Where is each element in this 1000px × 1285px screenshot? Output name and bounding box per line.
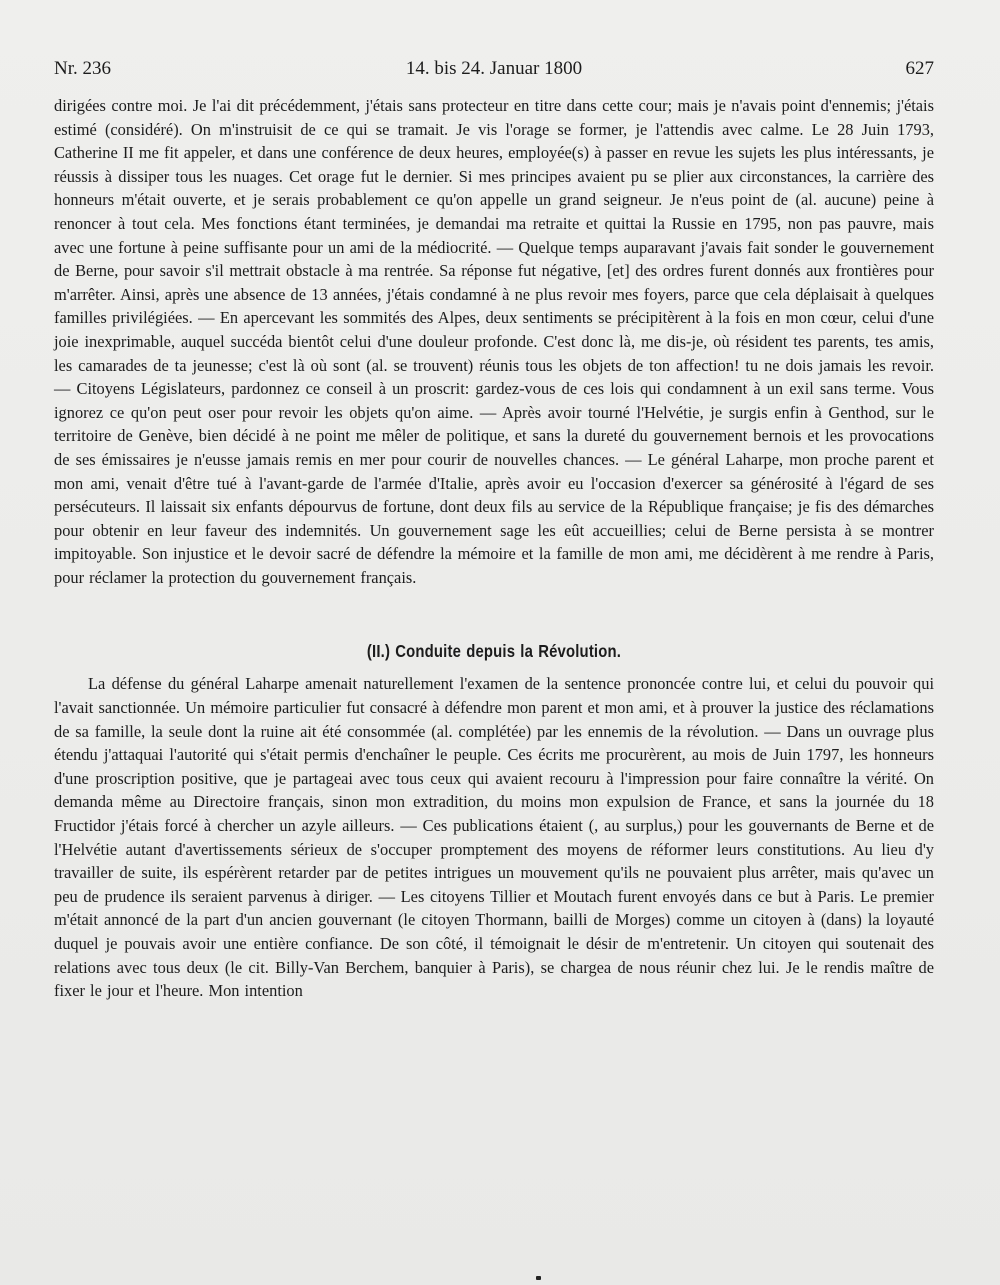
scan-mark: [536, 1276, 541, 1280]
header-date-range: 14. bis 24. Januar 1800: [405, 58, 583, 79]
header-page-number: 627: [905, 58, 934, 79]
header-document-number: Nr. 236: [54, 58, 111, 79]
running-head: [54, 58, 934, 86]
document-body: [54, 94, 934, 1003]
section-heading: (II.) Conduite depuis la Révolution.: [366, 641, 622, 662]
body-paragraph-1: dirigées contre moi. Je l'ai dit précédemment, j'étais sans protecteur en titre dans cette cour; mais je n'avais point d'ennemis; j'étais estimé (considéré). On m'instruisit de ce qui se tramait. Je vis l'orage se former, je l'attendis avec calme. Le 28 Juin 1793, Catherine II me fit appeler, et dans une conférence de deux heures, employée(s) à passer en revue les sujets les plus intéressants, je réussis à dissiper tous les nuages. Cet orage fut le dernier. Si mes principes avaient pu se plier aux circonstances, la carrière des honneurs m'était ouverte, et je serais probablement ce qu'on appelle un grand seigneur. Je n'eus point de (al. aucune) peine à renoncer à tout cela. Mes fonctions étant terminées, je demandai ma retraite et quittai la Russie en 1795, non pas pauvre, mais avec une fortune à peine suffisante pour un ami de la médiocrité. — Quelque temps auparavant j'avais fait sonder le gouvernement de Berne, pour savoir s'il mettrait obstacle à ma rentrée. Sa réponse fut négative, [et] des ordres furent donnés aux frontières pour m'arrêter. Ainsi, après une absence de 13 années, j'étais condamné à ne plus revoir mes foyers, parce que cela déplaisait à quelques familles privilégiées. — En apercevant les sommités des Alpes, deux sentiments se précipitèrent à la fois en mon cœur, celui d'une joie inexprimable, auquel succéda bientôt celui d'une douleur profonde. C'est donc là, me dis-je, où résident tes parents, tes amis, les camarades de ta jeunesse; c'est là où sont (al. se trouvent) réunis tous les objets de ton affection! tu ne dois jamais les revoir. — Citoyens Législateurs, pardonnez ce conseil à un proscrit: gardez-vous de ces lois qui condamnent à un exil sans terme. Vous ignorez ce qu'on peut oser pour revoir les objets qu'on aime. — Après avoir tourné l'Helvétie, je surgis enfin à Genthod, sur le territoire de Genève, bien décidé à ne point me mêler de politique, et sans la dureté du gouvernement bernois et les provocations de ses émissaires je n'eusse jamais remis en mer pour courir de nouvelles chances. — Le général Laharpe, mon proche parent et mon ami, venait d'être tué à l'avant-garde de l'armée d'Italie, après avoir eu l'occasion d'exercer sa générosité à l'égard de ses persécuteurs. Il laissait six enfants dépourvus de fortune, dont deux fils au service de la République française; je fis des démarches pour obtenir en leur faveur des indemnités. Un gouvernement sage les eût accueillies; celui de Berne persista à se montrer impitoyable. Son injustice et le devoir sacré de défendre la mémoire et la famille de mon ami, me décidèrent à me rendre à Paris, pour réclamer la protection du gouvernement français.: [54, 96, 934, 587]
body-paragraph-2: La défense du général Laharpe amenait naturellement l'examen de la sentence prononcée contre lui, et celui du pouvoir qui l'avait sanctionnée. Un mémoire particulier fut consacré à défendre mon parent et mon ami, et à prouver la justice des réclamations de sa famille, la seule dont la ruine ait été consommée (al. complétée) par les ennemis de la révolution. — Dans un ouvrage plus étendu j'attaquai l'autorité qui s'était permis d'enchaîner le peuple. Ces écrits me procurèrent, au mois de Juin 1797, les honneurs d'une proscription positive, que je partageai avec tous ceux qui avaient recouru à l'impression pour faire connaître la vérité. On demanda même au Directoire français, sinon mon extradition, du moins mon expulsion de France, et sans la journée du 18 Fructidor j'étais forcé à chercher un azyle ailleurs. — Ces publications étaient (, au surplus,) pour les gouvernants de Berne et de l'Helvétie autant d'avertissements sérieux de s'occuper promptement des moyens de réformer leurs constitutions. Au lieu d'y travailler de suite, ils espérèrent retarder par de petites intrigues un mouvement qu'ils ne pouvaient plus arrêter, mais qu'avec un peu de prudence ils seraient parvenus à diriger. — Les citoyens Tillier et Moutach furent envoyés dans ce but à Paris. Le premier m'était annoncé de la part d'un ancien gouvernant (le citoyen Thormann, bailli de Morges) comme un citoyen à (dans) la loyauté duquel je pouvais avoir une entière confiance. De son côté, il témoignait le désir de m'entretenir. Un citoyen qui soutenait des relations avec tous deux (le cit. Billy-Van Berchem, banquier à Paris), se chargea de nous réunir chez lui. Je le rendis maître de fixer le jour et l'heure. Mon intention: [54, 674, 934, 1001]
